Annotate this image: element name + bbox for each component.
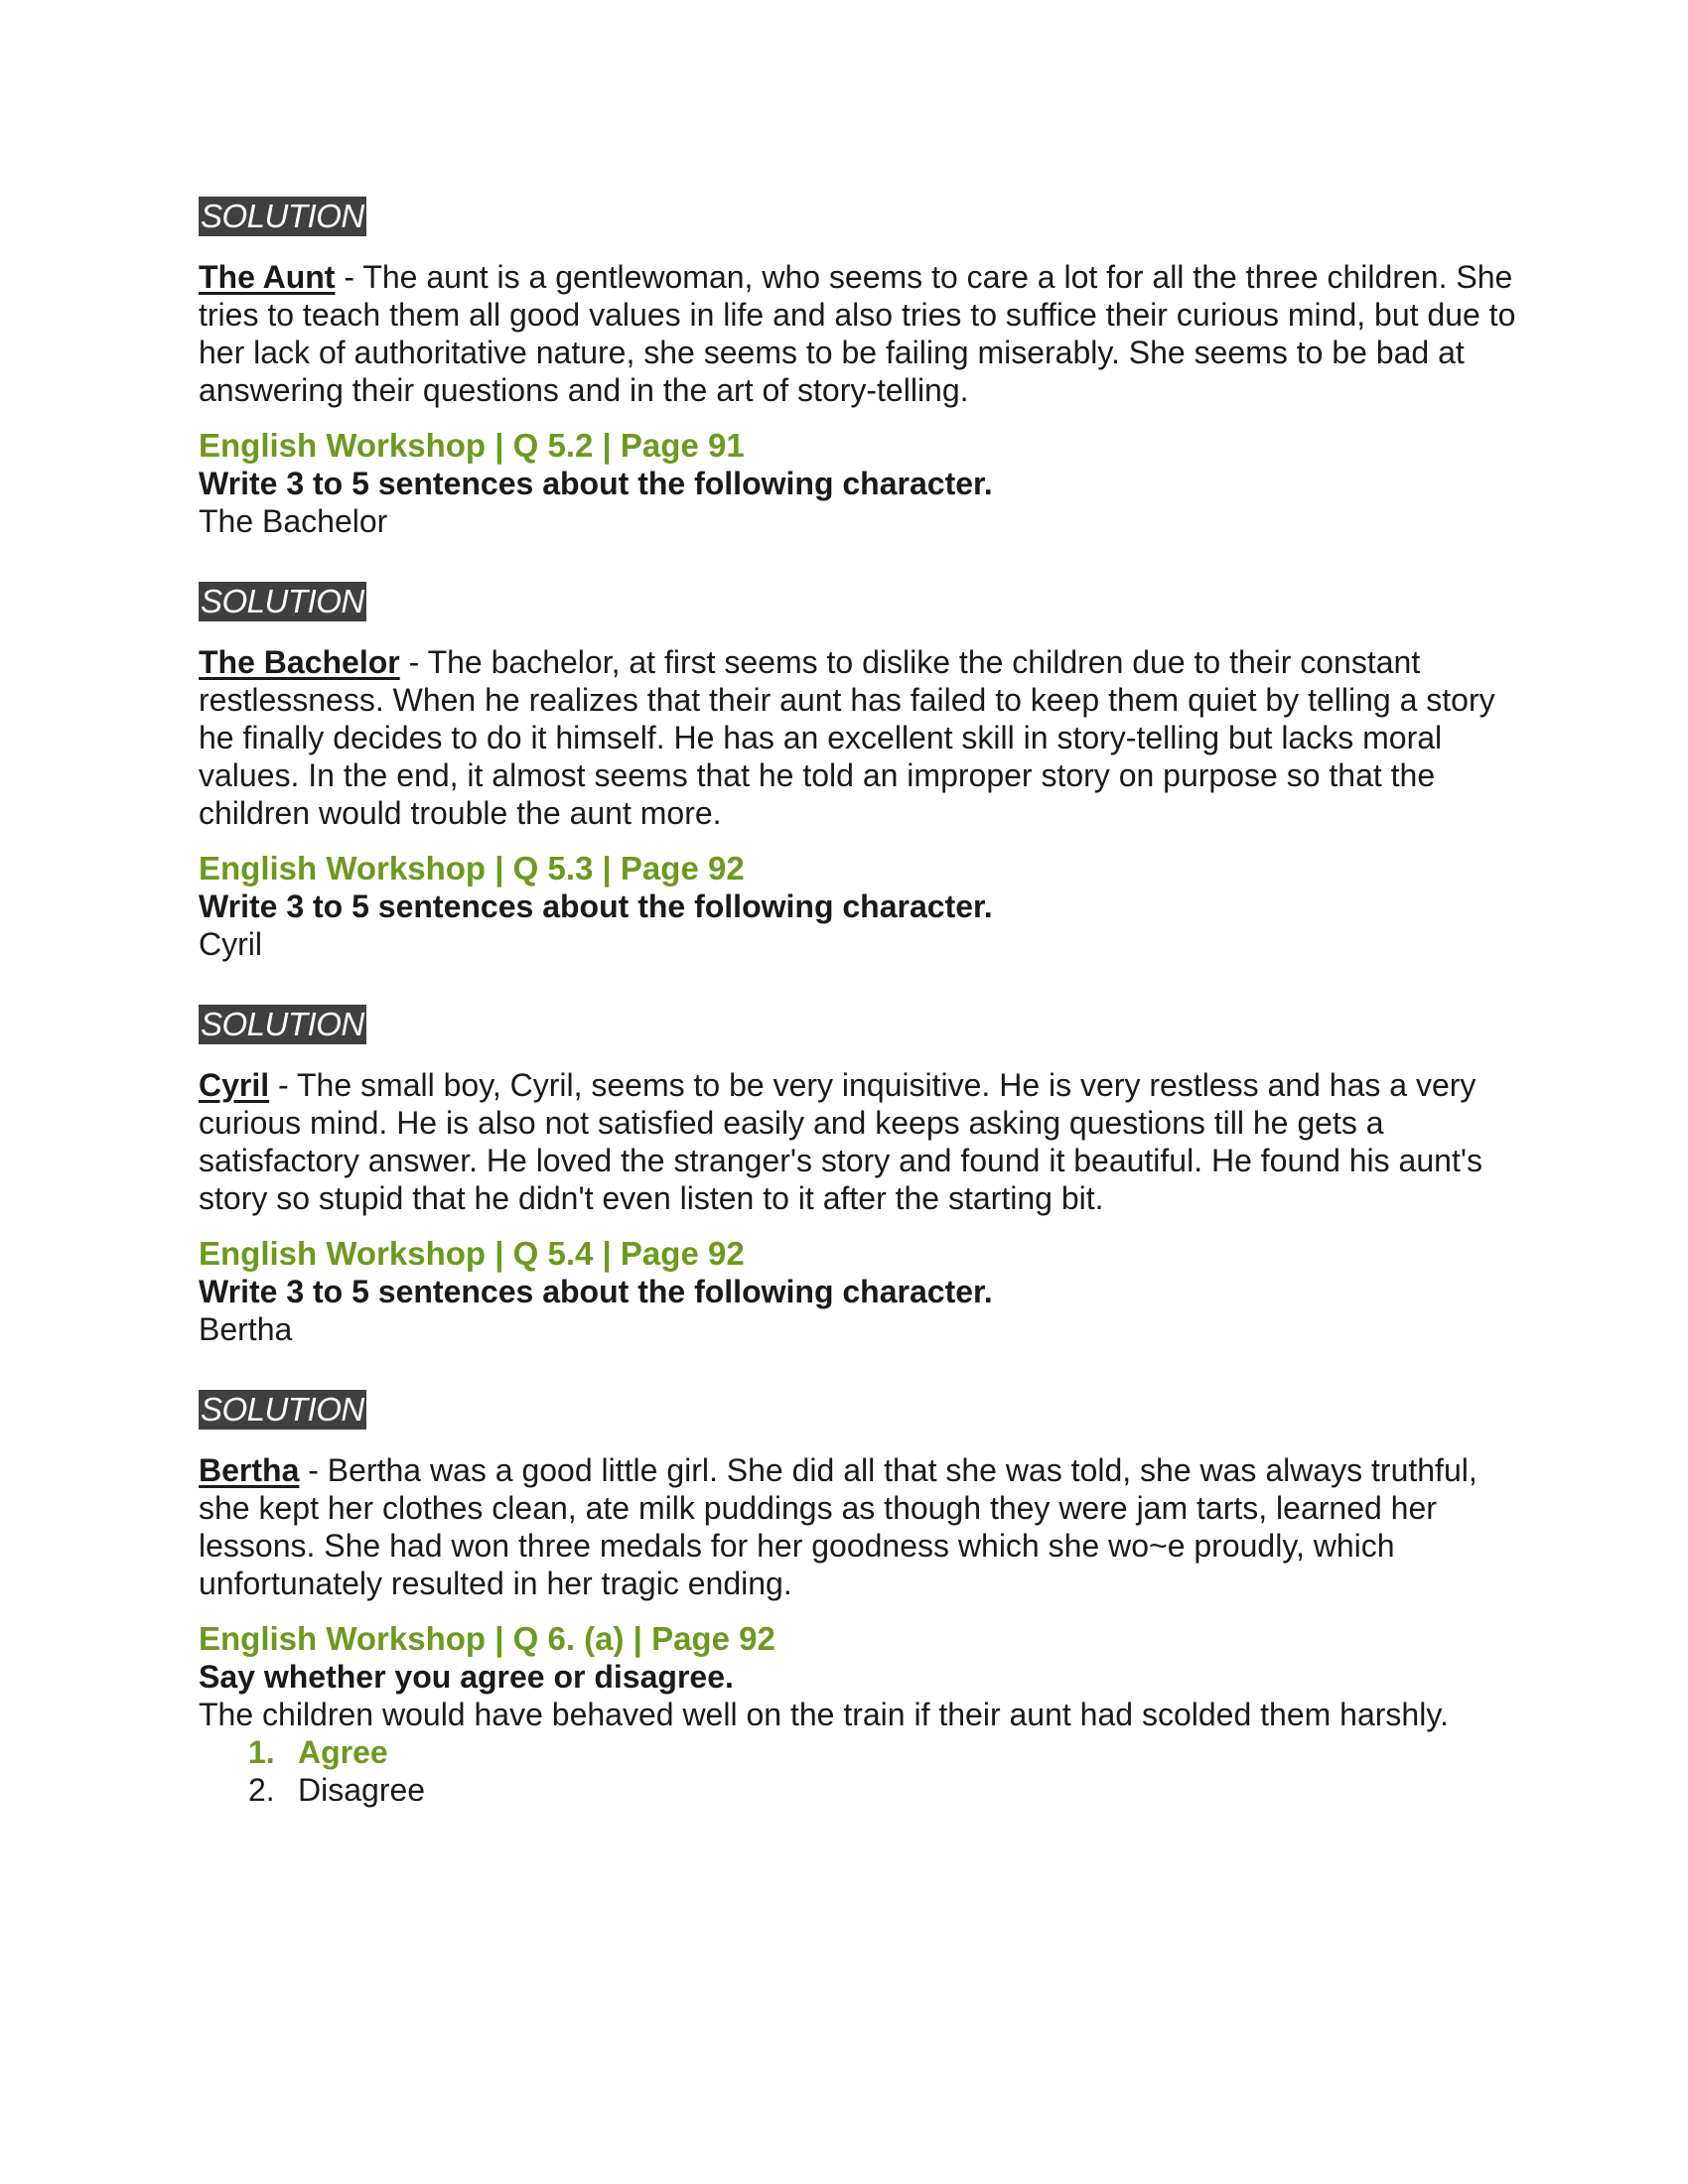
question-prompt: Write 3 to 5 sentences about the following character. <box>199 888 993 924</box>
option-label: Agree <box>298 1734 388 1770</box>
question-text: Bertha <box>199 1311 293 1347</box>
question-prompt: Say whether you agree or disagree. <box>199 1659 734 1695</box>
solution-badge: SOLUTION <box>201 198 364 234</box>
solution-badge: SOLUTION <box>201 1006 364 1042</box>
solution-badge: SOLUTION <box>201 583 364 619</box>
option-number: 2. <box>248 1772 275 1808</box>
option-disagree <box>248 1771 1519 1809</box>
question-prompt: Write 3 to 5 sentences about the following character. <box>199 1274 993 1309</box>
question-reference: English Workshop | Q 5.4 | Page 92 <box>199 1235 745 1272</box>
option-number: 1. <box>248 1734 275 1770</box>
solution-badge: SOLUTION <box>201 1391 364 1428</box>
answer-options <box>199 1733 1519 1809</box>
question-text: Cyril <box>199 926 262 962</box>
character-name: Bertha <box>199 1452 300 1488</box>
question-block-5-2 <box>199 427 1519 540</box>
solution-block-bachelor <box>199 582 1519 832</box>
question-text: The Bachelor <box>199 503 388 539</box>
question-block-6-a <box>199 1620 1519 1809</box>
question-block-5-3 <box>199 850 1519 963</box>
character-name: Cyril <box>199 1067 270 1103</box>
character-name: The Aunt <box>199 259 336 295</box>
option-agree <box>248 1733 1519 1771</box>
question-block-5-4 <box>199 1235 1519 1348</box>
question-text: The children would have behaved well on the train if their aunt had scolded them harshly. <box>199 1697 1449 1732</box>
question-reference: English Workshop | Q 5.3 | Page 92 <box>199 850 745 887</box>
answer-text: - The aunt is a gentlewoman, who seems to care a lot for all the three children. She tries to teach them all good values in life and also tries to suffice their curious mind, but due to her lack of authoritative nature, she seems to be failing miserably. She seems to be bad at answering their questions and in the art of story-telling. <box>199 259 1516 408</box>
question-reference: English Workshop | Q 5.2 | Page 91 <box>199 427 745 464</box>
answer-paragraph <box>199 643 1519 832</box>
option-label: Disagree <box>298 1772 426 1808</box>
answer-paragraph <box>199 1066 1519 1217</box>
answer-paragraph <box>199 258 1519 409</box>
question-prompt: Write 3 to 5 sentences about the following character. <box>199 466 993 501</box>
character-name: The Bachelor <box>199 644 400 680</box>
solution-block-cyril <box>199 1005 1519 1217</box>
answer-paragraph <box>199 1451 1519 1602</box>
solution-block-bertha <box>199 1390 1519 1602</box>
answer-text: - The bachelor, at first seems to dislike the children due to their constant restlessness. When he realizes that their aunt has failed to keep them quiet by telling a story he finally decides to do it himself. He has an excellent skill in story-telling but lacks moral values. In the end, it almost seems that he told an improper story on purpose so that the children would trouble the aunt more. <box>199 644 1495 831</box>
answer-text: - Bertha was a good little girl. She did all that she was told, she was always truthful, she kept her clothes clean, ate milk puddings as though they were jam tarts, learned her lessons. She had won three medals for her goodness which she wo~e proudly, which unfortunately resulted in her tragic ending. <box>199 1452 1477 1601</box>
question-reference: English Workshop | Q 6. (a) | Page 92 <box>199 1620 775 1657</box>
answer-text: - The small boy, Cyril, seems to be very inquisitive. He is very restless and has a very curious mind. He is also not satisfied easily and keeps asking questions till he gets a satisfactory answer. He loved the stranger's story and found it beautiful. He found his aunt's story so stupid that he didn't even listen to it after the starting bit. <box>199 1067 1482 1216</box>
document-page <box>199 197 1519 1809</box>
solution-block-aunt <box>199 197 1519 409</box>
